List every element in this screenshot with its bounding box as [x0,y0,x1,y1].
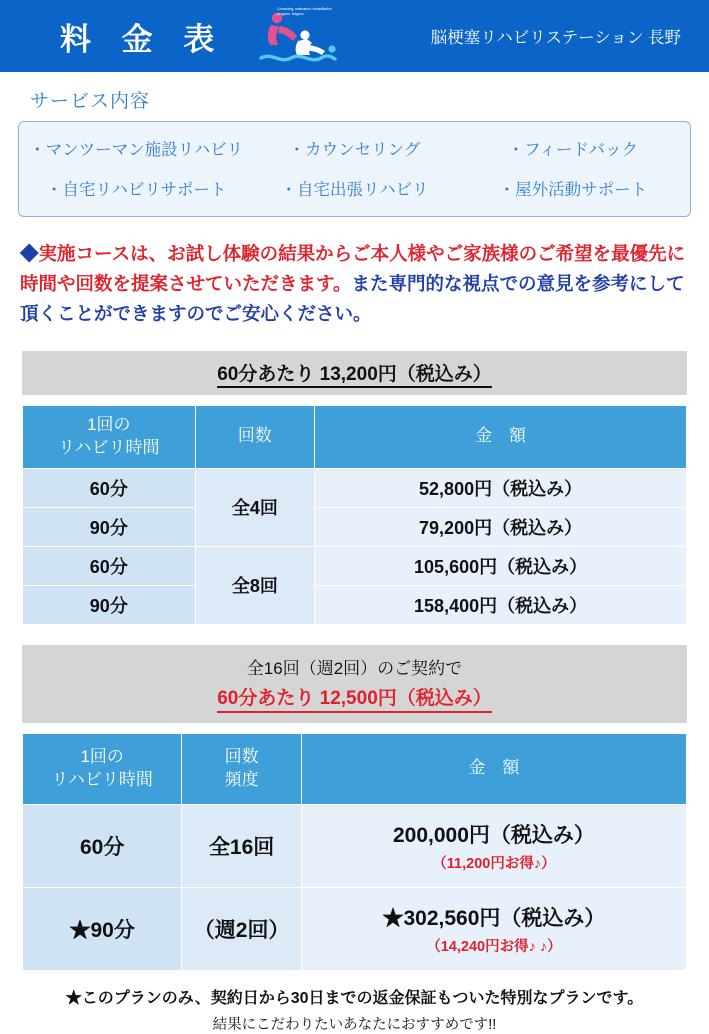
cell-amount: 158,400円（税込み） [315,585,687,624]
services-row-2 [27,176,682,200]
table-row [23,546,687,585]
cell-amount: 105,600円（税込み） [315,546,687,585]
page-title: 料 金 表 [60,21,226,57]
rate-banner-1-text: 60分あたり 13,200円（税込み） [217,364,492,388]
service-item: ・マンツーマン施設リハビリ [29,141,244,159]
cell-amount-main: 200,000円（税込み） [392,823,595,847]
cell-time: 60分 [23,546,196,585]
cell-count: 全8回 [195,546,315,624]
col-header-count-line2: 頻度 [224,769,259,789]
cell-time: ★90分 [23,887,182,970]
rate-banner-1 [22,351,687,395]
cell-amount-main: ★302,560円（税込み） [382,906,606,930]
cell-amount [301,887,686,970]
cell-time: 90分 [23,507,196,546]
col-header-count [182,733,302,804]
logo-subtext: Consulting, estimation, rehabilitation program, Nagano [277,7,332,16]
table-row [23,887,687,970]
page-header [0,0,709,72]
rate-banner-2-line2: 60分あたり 12,500円（税込み） [217,683,492,713]
services-heading: サービス内容 [30,91,151,112]
rate-banner-2-line1: 全16回（週2回）のご契約で [246,658,463,678]
table-row [23,468,687,507]
service-item: ・屋外活動サポート [498,181,648,199]
cell-count: （週2回） [182,887,302,970]
lead-paragraph [20,239,689,329]
service-item: ・カウンセリング [288,141,421,159]
service-item: ・自宅出張リハビリ [280,181,429,199]
lead-text-4: な視点での意見を参考にして頂くことができますのでご安心ください。 [20,272,685,324]
table-row [23,804,687,887]
table-row [23,585,687,624]
col-header-time [23,405,196,468]
lead-text-3: また専門的 [351,272,445,294]
price-table-2 [22,733,687,971]
cell-time: 60分 [23,804,182,887]
lead-text-1: 実施コースは、お試し体験の結果からご本人様やご家族様のご [38,243,556,264]
price-table-1 [22,405,687,625]
col-header-amount: 金 額 [315,405,687,468]
col-header-time-line1: 1回の [87,414,131,434]
service-item: ・自宅リハビリサポート [45,181,227,199]
col-header-time-line2: リハビリ時間 [51,769,153,789]
table-header-row [23,405,687,468]
col-header-amount: 金 額 [301,733,686,804]
lead-text-2: 希望を最優先に時間や回数を提案させていただきます。 [20,243,686,294]
footer-note-1: ★このプランのみ、契約日から30日までの返金保証もついた特別なプランです。 [65,989,644,1007]
table-row [23,507,687,546]
lead-bullet: ◆ [20,243,39,264]
cell-time: 60分 [23,468,196,507]
footer-note-2: 結果にこだわりたいあなたにおすすめです!! [212,1016,497,1033]
cell-amount [301,804,686,887]
cell-amount: 79,200円（税込み） [315,507,687,546]
col-header-time-line1: 1回の [80,746,124,766]
services-box [18,121,691,217]
cell-time: 90分 [23,585,196,624]
cell-count: 全4回 [195,468,315,546]
service-item: ・フィードバック [507,141,638,159]
rate-banner-2 [22,645,687,723]
cell-amount-discount: （11,200円お得♪） [432,855,556,872]
cell-amount: 52,800円（税込み） [315,468,687,507]
table-header-row [23,733,687,804]
col-header-time-line2: リハビリ時間 [58,437,160,457]
col-header-time [23,733,182,804]
col-header-count: 回数 [195,405,315,468]
rehab-logo-icon [247,5,343,67]
cell-amount-discount: （14,240円お得♪ ♪） [426,938,562,955]
col-header-count-line1: 回数 [224,746,259,766]
cell-count: 全16回 [182,804,302,887]
services-row-1 [27,136,682,160]
organization-name: 脳梗塞リハビリステーション 長野 [430,29,681,47]
